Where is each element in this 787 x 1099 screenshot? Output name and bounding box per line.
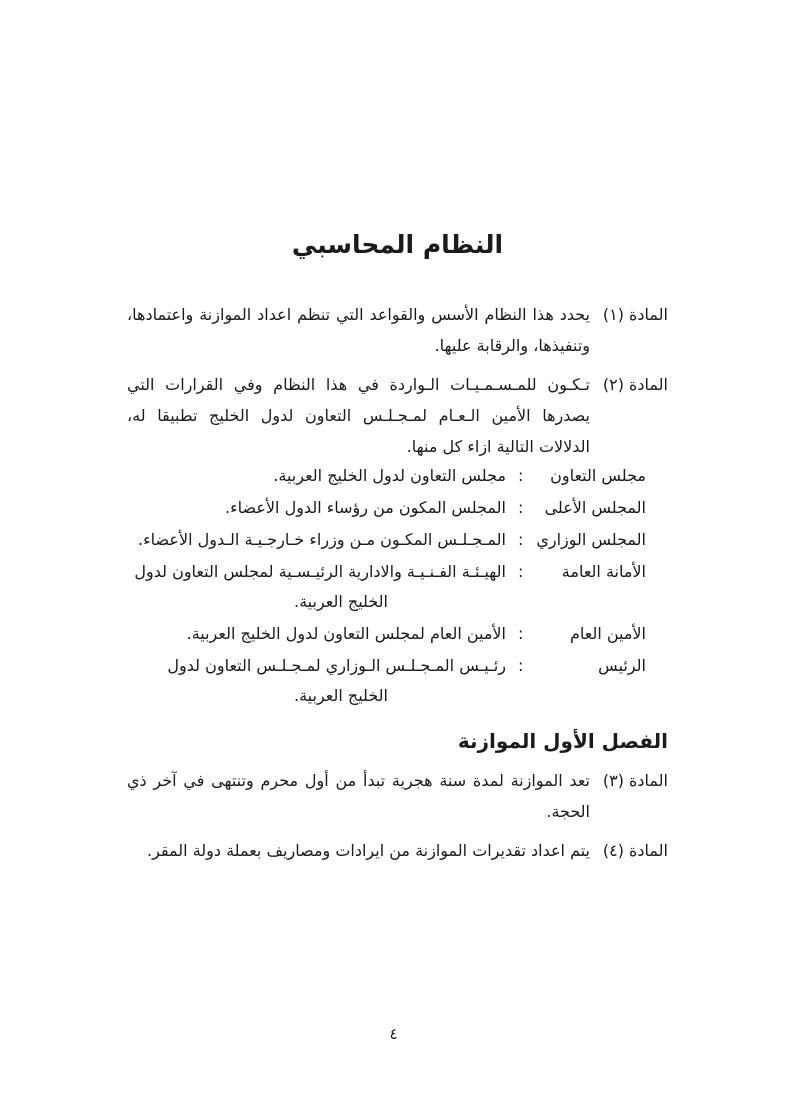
definition-colon: : [518,624,524,643]
article-1 [127,299,668,361]
article-4-label: المادة (٤) [602,841,668,860]
page-title: النظام المحاسبي [291,230,504,259]
definition-row-president [127,651,646,711]
definition-colon: : [518,656,524,675]
article-3 [127,765,668,827]
definition-colon: : [518,562,524,581]
definition-term: الرئيس [598,656,646,675]
definition-term: المجلس الأعلى [544,498,646,517]
article-1-label: المادة (١) [602,305,668,324]
definition-term: مجلس التعاون [550,466,646,485]
article-1-body: يحدد هذا النظام الأسس والقواعد التي تنظم اعداد الموازنة واعتمادها، وتنفيذها، والرقابة عليها. [127,305,590,355]
article-4-body: يتم اعداد تقديرات الموازنة من ايرادات ومصاريف بعملة دولة المقر. [147,841,590,860]
definition-text: المـجـلـس المكـون مـن وزراء خـارجـيـة الـدول الأعضاء. [138,530,506,549]
definition-term-cell [518,461,646,491]
definition-term: الأمانة العامة [561,562,646,581]
definition-text: الهيـئـة الفـنـيـة والادارية الرئيـسـية لمجلس التعاون لدول الخليج العربية. [134,562,506,611]
definition-term-cell [518,525,646,555]
definition-text: مجلس التعاون لدول الخليج العربية. [273,466,506,485]
definition-row-secretary-general [127,619,646,649]
definitions-list [127,461,646,711]
article-3-label: المادة (٣) [602,771,668,790]
definition-colon: : [518,498,524,517]
article-2 [127,369,668,462]
definition-text: رئـيـس المـجـلـس الـوزاري لمـجـلـس التعاون لدول الخليج العربية. [167,656,506,705]
article-3-body: تعد الموازنة لمدة سنة هجرية تبدأ من أول محرم وتنتهى في آخر ذي الحجة. [127,771,590,821]
definition-term-cell [518,651,646,681]
definition-term: المجلس الوزاري [536,530,646,549]
definition-row-supreme-council [127,493,646,523]
definition-term-cell [518,557,646,587]
definition-colon: : [518,466,524,485]
definition-term-cell [518,493,646,523]
definition-text: الأمين العام لمجلس التعاون لدول الخليج العربية. [186,624,506,643]
definition-colon: : [518,530,524,549]
article-2-body: تـكـون للمـسـمـيـات الـواردة في هذا النظام وفي القرارات التي يصدرها الأمين الـعـام لمـجـلـس التعاون لدول الخليج تطبيقا له، الدلالات التالية ازاء كل منها. [127,375,590,456]
chapter-one-heading: الفصل الأول الموازنة [457,729,668,753]
definition-row-general-secretariat [127,557,646,617]
definition-term: الأمين العام [569,624,646,643]
article-4 [127,835,668,866]
definition-row-cooperation-council [127,461,646,491]
article-2-label: المادة (٢) [602,375,668,394]
definition-text: المجلس المكون من رؤساء الدول الأعضاء. [225,498,506,517]
page-number: ٤ [389,1025,398,1043]
definition-row-ministerial-council [127,525,646,555]
definition-term-cell [518,619,646,649]
